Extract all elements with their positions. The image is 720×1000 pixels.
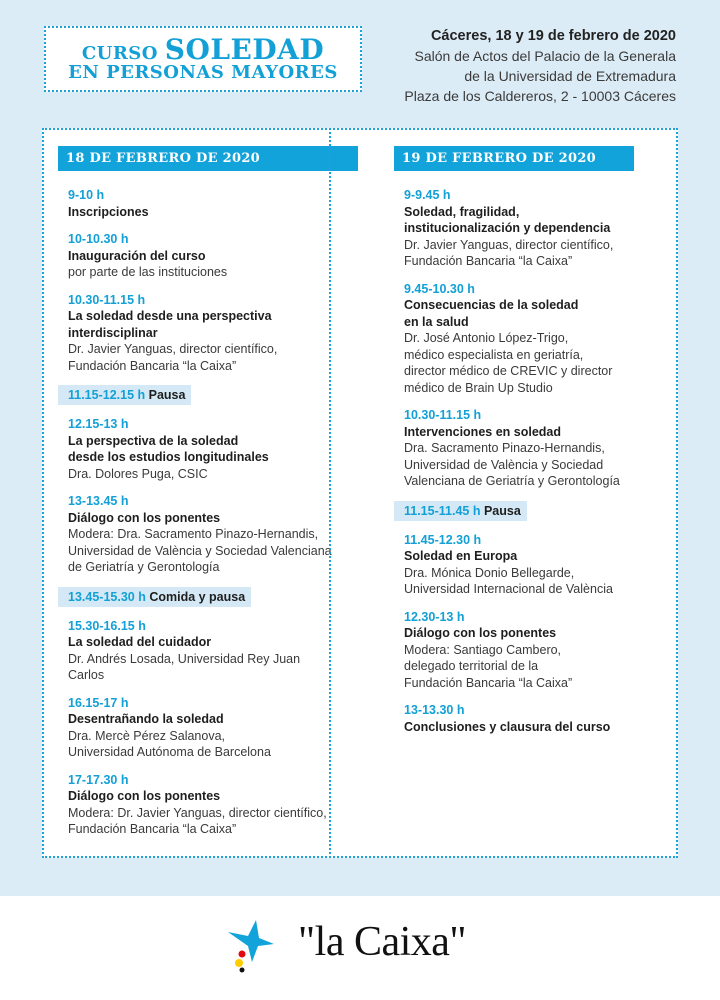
day1-header: 18 DE FEBRERO DE 2020 <box>58 146 358 171</box>
entry-description: Dra. Dolores Puga, CSIC <box>68 466 208 481</box>
entry-title: Inscripciones <box>68 204 149 219</box>
schedule-entry <box>394 609 664 692</box>
title-main-word: SOLEDAD <box>164 33 325 66</box>
entry-time: 13-13.30 h <box>404 703 465 717</box>
entry-description: Dra. Mercè Pérez Salanova, Universidad Autónoma de Barcelona <box>68 728 271 759</box>
entry-time: 9-9.45 h <box>404 188 451 202</box>
day2-column <box>394 146 664 746</box>
entry-time: 9.45-10.30 h <box>404 281 475 296</box>
venue-line-2: de la Universidad de Extremadura <box>464 68 676 84</box>
la-caixa-logo-text: "la Caixa" <box>298 919 467 965</box>
event-info <box>404 26 676 106</box>
entry-description: Modera: Santiago Cambero, delegado territorial de la Fundación Bancaria “la Caixa” <box>404 642 573 690</box>
entry-description: Dr. José Antonio López-Trigo, médico especialista en geriatría, director médico de CREVIC y director médico de Brain Up Studio <box>404 331 613 395</box>
entry-title: Inauguración del curso <box>68 248 206 263</box>
entry-title: Diálogo con los ponentes <box>68 510 221 525</box>
logo-red-dot <box>239 951 246 958</box>
schedule-entry <box>58 618 358 684</box>
pause-time: 13.45-15.30 h <box>68 589 150 604</box>
course-title-line2: EN PERSONAS MAYORES <box>68 62 338 83</box>
entry-time: 17-17.30 h <box>68 772 129 787</box>
star-shape <box>228 920 274 962</box>
schedule-entry <box>394 187 664 270</box>
schedule-entry <box>58 416 358 482</box>
entry-title: La soledad desde una perspectiva interdisciplinar <box>68 309 272 340</box>
logo-yellow-dot <box>235 959 243 967</box>
schedule-entry <box>58 187 358 220</box>
entry-title: Diálogo con los ponentes <box>68 789 221 803</box>
pause-time: 11.15-12.15 h <box>68 388 149 402</box>
entry-title: Consecuencias de la soledad en la salud <box>404 298 579 329</box>
entry-time: 12.30-13 h <box>404 609 465 624</box>
schedule-entry <box>394 532 664 598</box>
schedule-entry <box>394 702 664 735</box>
schedule-entry <box>394 281 664 397</box>
entry-title: Soledad en Europa <box>404 549 518 563</box>
logo-black-dot <box>240 968 245 973</box>
entry-description: Dr. Javier Yanguas, director científico, Fundación Bancaria “la Caixa” <box>68 342 278 373</box>
schedule-entry <box>58 231 358 281</box>
entry-description: Dra. Sacramento Pinazo-Hernandis, Universidad de València y Sociedad Valenciana de Geriatría y Gerontología <box>404 441 620 488</box>
event-date: Cáceres, 18 y 19 de febrero de 2020 <box>430 28 676 44</box>
pause-block <box>58 385 191 405</box>
pause-label: Pausa <box>483 503 521 518</box>
entry-description: Dr. Andrés Losada, Universidad Rey Juan Carlos <box>68 651 301 682</box>
entry-description: por parte de las instituciones <box>68 265 228 279</box>
entry-title: Diálogo con los ponentes <box>404 626 557 640</box>
schedule-entry <box>58 695 358 761</box>
entry-description: Modera: Dra. Sacramento Pinazo-Hernandis, Universidad de València y Sociedad Valenciana de Geriatría y Gerontología <box>68 527 332 574</box>
entry-description: Dr. Javier Yanguas, director científico, Fundación Bancaria “la Caixa” <box>404 237 614 268</box>
entry-description: Modera: Dr. Javier Yanguas, director científico, Fundación Bancaria “la Caixa” <box>68 805 327 836</box>
entry-time: 13-13.45 h <box>68 494 129 508</box>
entry-description: Dra. Mónica Donio Bellegarde, Universidad Internacional de València <box>404 565 613 596</box>
entry-title: La perspectiva de la soledad desde los estudios longitudinales <box>68 433 269 464</box>
la-caixa-star-icon <box>226 918 276 974</box>
entry-time: 10-10.30 h <box>68 232 129 246</box>
entry-time: 11.45-12.30 h <box>404 532 482 547</box>
course-title-box <box>44 26 362 92</box>
pause-label: Pausa <box>148 388 186 402</box>
day2-header: 19 DE FEBRERO DE 2020 <box>394 146 634 171</box>
column-divider <box>329 128 331 858</box>
schedule-entry <box>58 292 358 375</box>
entry-time: 10.30-11.15 h <box>68 292 146 307</box>
pause-time: 11.15-11.45 h <box>404 503 484 518</box>
entry-time: 16.15-17 h <box>68 695 129 710</box>
schedule-entry <box>58 772 358 838</box>
pause-block <box>58 587 251 607</box>
entry-title: Soledad, fragilidad, institucionalización y dependencia <box>404 204 611 235</box>
entry-time: 9-10 h <box>68 188 105 202</box>
entry-title: Conclusiones y clausura del curso <box>404 719 611 734</box>
course-title-line1 <box>81 33 325 66</box>
entry-time: 15.30-16.15 h <box>68 618 146 633</box>
pause-block <box>394 501 527 521</box>
day1-column <box>58 146 358 849</box>
title-prefix: CURSO <box>81 43 165 64</box>
entry-time: 12.15-13 h <box>68 417 129 431</box>
schedule-entry <box>58 493 358 576</box>
entry-title: Desentrañando la soledad <box>68 712 224 726</box>
program-box <box>42 128 678 858</box>
schedule-entry <box>394 407 664 490</box>
entry-time: 10.30-11.15 h <box>404 408 482 422</box>
pause-label: Comida y pausa <box>149 589 246 604</box>
venue-address: Plaza de los Caldereros, 2 - 10003 Cáceres <box>404 88 676 104</box>
venue-line-1: Salón de Actos del Palacio de la Generala <box>414 48 676 64</box>
entry-title: La soledad del cuidador <box>68 635 212 649</box>
entry-title: Intervenciones en soledad <box>404 424 561 439</box>
